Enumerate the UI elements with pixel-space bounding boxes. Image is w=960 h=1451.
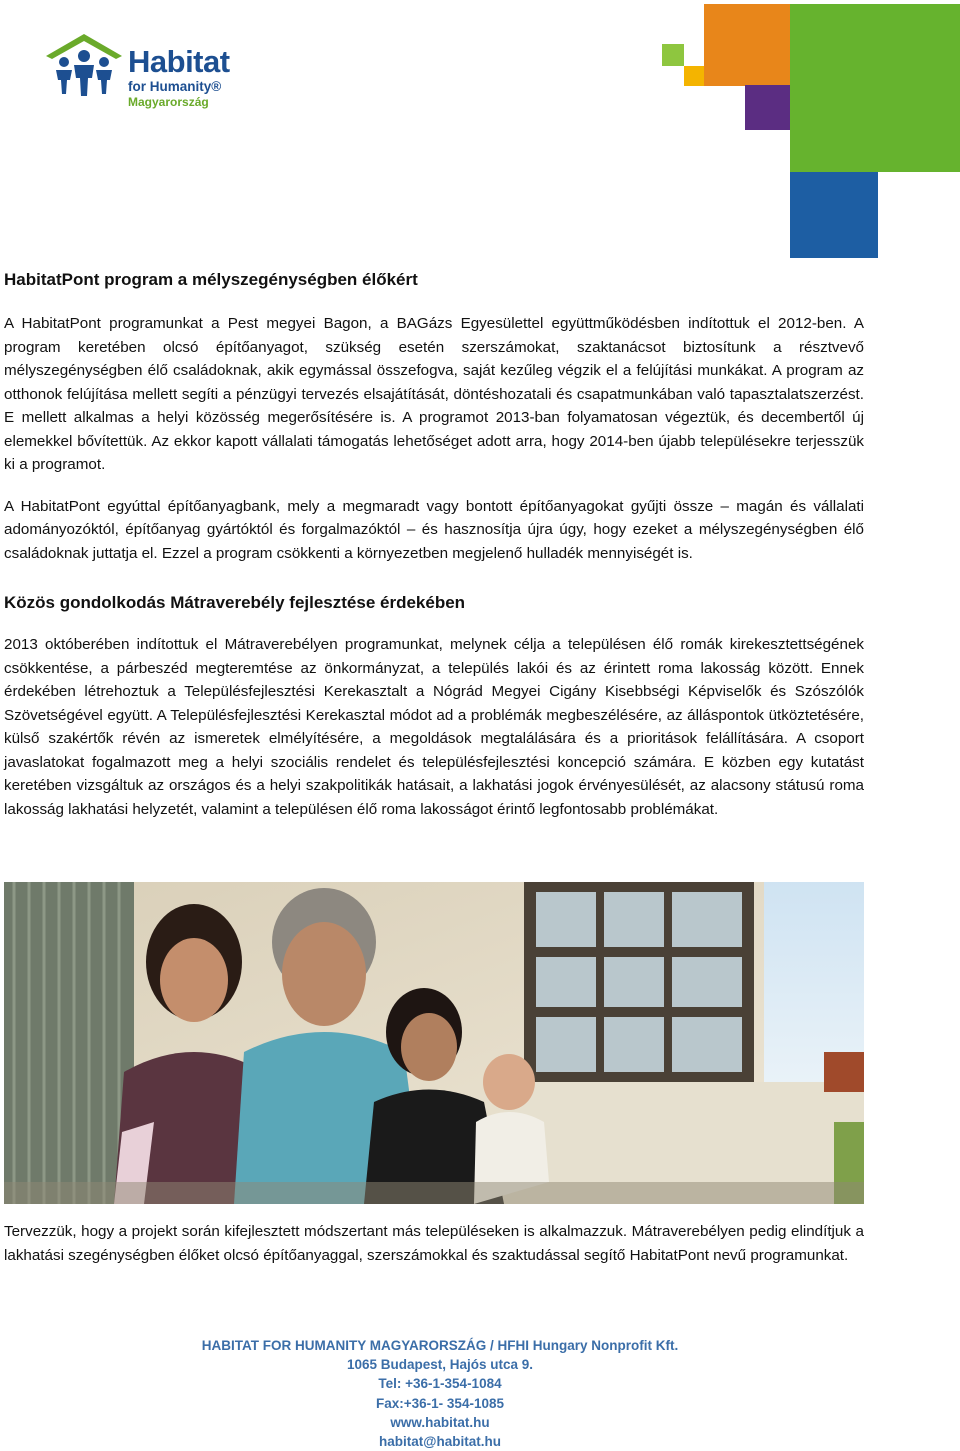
footer <box>0 1336 880 1451</box>
footer-organization: HABITAT FOR HUMANITY MAGYARORSZÁG / HFHI Hungary Nonprofit Kft. <box>201 1338 679 1353</box>
deco-square-green <box>790 4 960 172</box>
document-body <box>4 268 864 821</box>
section2-paragraph-2: Tervezzük, hogy a projekt során kifejlesztett módszertant más településeken is alkalmazzuk. Mátraverebélyen pedig elindítjuk a lakhatási szegénységben élőket olcsó építőanyaggal, szerszámokkal és szaktudással segítő HabitatPont nevű programunkat. <box>4 1223 864 1264</box>
logo-tagline: for Humanity® <box>128 79 222 94</box>
deco-square-purple <box>745 85 790 130</box>
deco-square-blue <box>790 172 878 258</box>
footer-fax: Fax:+36-1- 354-1085 <box>376 1395 504 1411</box>
family-photo-illustration <box>4 882 864 1204</box>
footer-email-link[interactable]: habitat@habitat.hu <box>379 1434 501 1450</box>
deco-square-orange <box>704 4 790 86</box>
closing-block <box>4 1220 864 1267</box>
habitat-house-icon <box>44 32 124 102</box>
logo-wordmark: Habitat <box>128 44 230 79</box>
deco-square-small-yellow <box>684 66 706 86</box>
section2-paragraph-1: 2013 októberében indítottuk el Mátraverebélyen programunkat, melynek célja a településen élő romák kirekesztettségének csökkentése, a párbeszéd megteremtése az önkormányzat, a település lakói és az érintett roma lakosság között. Ennek érdekében létrehoztuk a Településfejlesztési Kerekasztalt a Nógrád Megyei Cigány Kisebbségi Képviselők és Szószólók Szövetségével együtt. A Településfejlesztési Kerekasztal módot ad a problémák megbeszélésére, az álláspontok ütköztetésére, külső szakértők révén az ismeretek elmélyítésére, a megoldások megtalálására és a prioritások felállítására. A csoport javaslatokat fogalmazott meg a helyi szociális rendelet és településfejlesztési koncepció számára. E közben egy kutatást keretében vizsgáltuk az országos és a helyi szakpolitikák hatásait, a lakhatási jogok érvényesülését, az alacsony státusú roma lakosság lakhatási helyzetét, valamint a településen élő roma lakosságot érintő legfontosabb problémákat. <box>4 636 864 818</box>
family-photo <box>4 882 864 1204</box>
section2-heading: Közös gondolkodás Mátraverebély fejlesztése érdekében <box>4 593 466 612</box>
section1-heading: HabitatPont program a mélyszegénységben élőkért <box>4 270 418 289</box>
footer-phone: Tel: +36-1-354-1084 <box>378 1376 502 1392</box>
section1-paragraph-1: A HabitatPont programunkat a Pest megyei Bagon, a BAGázs Egyesülettel együttműködésben indítottuk el 2012-ben. A program keretében olcsó építőanyagot, szükség esetén szerszámokat, szaktanácsot biztosítunk a résztvevő mélyszegénységben élő családoknak, akik egymással összefogva, saját kezűleg végzik el a felújítási munkákat. A program az otthonok felújítása mellett segíti a pénzügyi tervezés elsajátítását, döntéshozatali és csapatmunkában való tapasztalatszerzést. E mellett alkalmas a helyi közösség megerősítésére is. A programot 2013-ban folyamatosan végeztük, és decembertől új elemekkel bővítettük. Az ekkor kapott vállalati támogatás lehetőséget adott arra, hogy 2014-ben újabb településekre terjesszük ki a programot. <box>4 315 864 473</box>
section1-paragraph-2: A HabitatPont egyúttal építőanyagbank, mely a megmaradt vagy bontott építőanyagokat gyűjti össze – magán és vállalati adományozóktól, építőanyag gyártóktól és forgalmazóktól – és hasznosítja újra úgy, hogy ezeket a mélyszegénységben élő családoknak juttatja el. Ezzel a program csökkenti a környezetben megjelenő hulladék mennyiségét is. <box>4 497 864 562</box>
deco-square-small-green <box>662 44 684 66</box>
footer-website-link[interactable]: www.habitat.hu <box>390 1414 490 1430</box>
footer-address: 1065 Budapest, Hajós utca 9. <box>346 1357 534 1373</box>
habitat-logo <box>44 28 244 114</box>
logo-country: Magyarország <box>128 95 209 109</box>
